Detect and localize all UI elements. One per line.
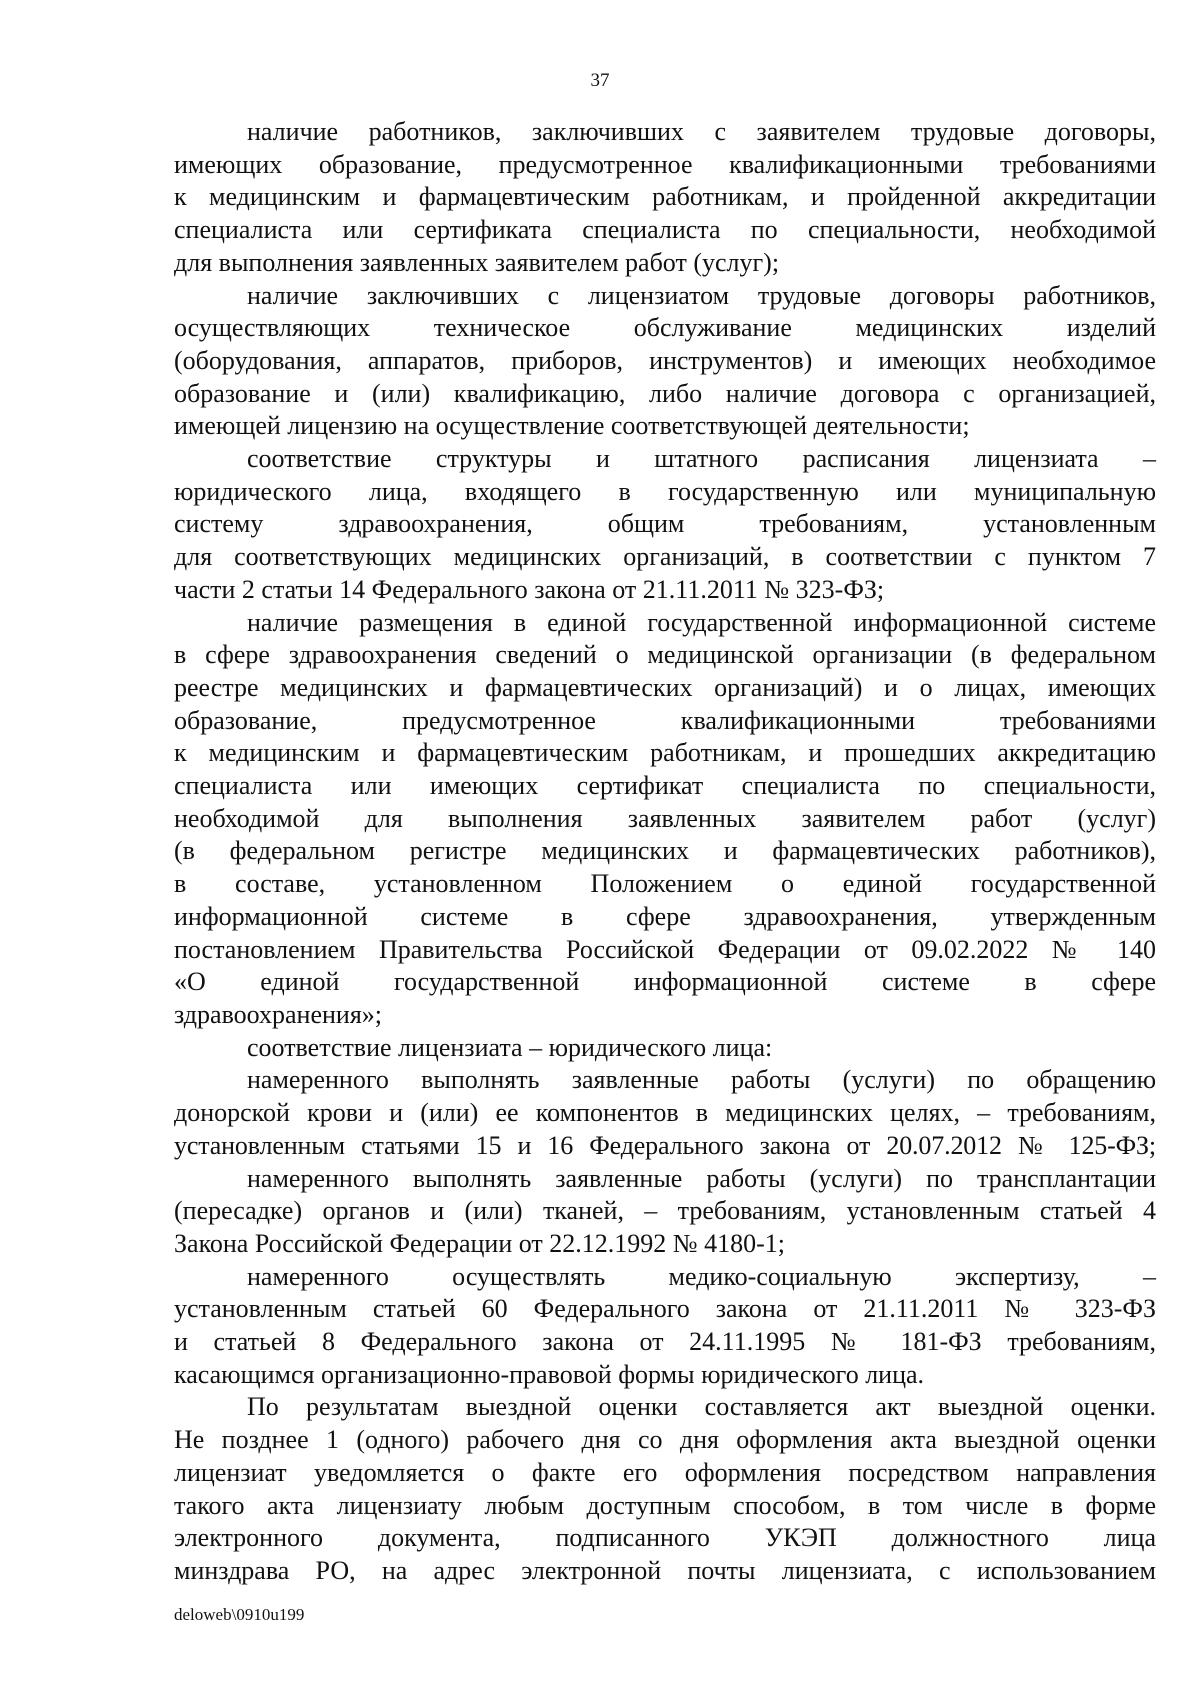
text-line: образование и (или) квалификацию, либо наличие договора с организацией,: [174, 378, 1156, 408]
text-line: для выполнения заявленных заявителем работ (услуг);: [174, 247, 780, 277]
text-line: намеренного осуществлять медико-социальную экспертизу, –: [247, 1261, 1156, 1291]
text-line: к медицинским и фармацевтическим работникам, и пройденной аккредитации: [174, 182, 1156, 212]
text-line: Закона Российской Федерации от 22.12.1992 № 4180-1;: [174, 1228, 785, 1258]
text-line: информационной системе в сфере здравоохранения, утвержденным: [174, 901, 1156, 931]
text-line: наличие размещения в единой государственной информационной системе: [247, 607, 1156, 637]
text-line: систему здравоохранения, общим требованиям, установленным: [174, 509, 1156, 539]
text-line: осуществляющих техническое обслуживание медицинских изделий: [174, 313, 1156, 343]
text-line: Не позднее 1 (одного) рабочего дня со дня оформления акта выездной оценки: [174, 1425, 1156, 1455]
text-line: минздрава РО, на адрес электронной почты лицензиата, с использованием: [174, 1555, 1156, 1585]
page-number: 37: [590, 70, 610, 91]
text-line: имеющих образование, предусмотренное квалификационными требованиями: [174, 149, 1156, 179]
text-line: юридического лица, входящего в государственную или муниципальную: [174, 476, 1156, 506]
text-line: имеющей лицензию на осуществление соответствующей деятельности;: [174, 411, 970, 441]
document-footer-code: deloweb\0910u199: [174, 1605, 305, 1624]
text-line: лицензиат уведомляется о факте его оформления посредством направления: [174, 1457, 1156, 1487]
text-line: соответствие лицензиата – юридического лица:: [247, 1032, 773, 1062]
text-line: (в федеральном регистре медицинских и фармацевтических работников),: [174, 836, 1156, 866]
text-line: для соответствующих медицинских организаций, в соответствии с пунктом 7: [174, 542, 1156, 572]
text-line: необходимой для выполнения заявленных заявителем работ (услуг): [174, 803, 1156, 833]
text-line: образование, предусмотренное квалификационными требованиями: [174, 705, 1156, 735]
text-line: в составе, установленном Положением о единой государственной: [174, 869, 1156, 899]
text-line: (оборудования, аппаратов, приборов, инструментов) и имеющих необходимое: [174, 345, 1156, 375]
text-line: По результатам выездной оценки составляется акт выездной оценки.: [247, 1392, 1156, 1422]
text-line: наличие работников, заключивших с заявителем трудовые договоры,: [247, 117, 1156, 146]
text-line: электронного документа, подписанного УКЭП должностного лица: [174, 1523, 1156, 1553]
text-line: установленным статьей 60 Федерального закона от 21.11.2011 № 323-ФЗ: [174, 1294, 1156, 1324]
text-line: к медицинским и фармацевтическим работникам, и прошедших аккредитацию: [174, 738, 1156, 768]
text-line: специалиста или имеющих сертификат специалиста по специальности,: [174, 771, 1156, 801]
text-line: «О единой государственной информационной системе в сфере: [174, 967, 1156, 997]
text-line: соответствие структуры и штатного расписания лицензиата –: [247, 444, 1156, 474]
document-body: [174, 116, 1156, 1588]
text-line: наличие заключивших с лицензиатом трудовые договоры работников,: [247, 280, 1156, 310]
text-line: и статьей 8 Федерального закона от 24.11.1995 № 181-ФЗ требованиям,: [174, 1327, 1156, 1357]
text-line: в сфере здравоохранения сведений о медицинской организации (в федеральном: [174, 640, 1156, 670]
text-line: касающимся организационно-правовой формы юридического лица.: [174, 1359, 925, 1389]
text-line: постановлением Правительства Российской Федерации от 09.02.2022 № 140: [174, 934, 1156, 964]
text-line: реестре медицинских и фармацевтических организаций) и о лицах, имеющих: [174, 672, 1156, 702]
text-line: такого акта лицензиату любым доступным способом, в том числе в форме: [174, 1490, 1156, 1520]
text-line: намеренного выполнять заявленные работы (услуги) по обращению: [247, 1065, 1156, 1095]
text-line: донорской крови и (или) ее компонентов в медицинских целях, – требованиям,: [174, 1098, 1156, 1128]
text-line: специалиста или сертификата специалиста по специальности, необходимой: [174, 215, 1156, 245]
text-line: части 2 статьи 14 Федерального закона от 21.11.2011 № 323-ФЗ;: [174, 574, 885, 604]
text-line: намеренного выполнять заявленные работы (услуги) по трансплантации: [247, 1163, 1156, 1193]
text-line: здравоохранения»;: [174, 999, 383, 1029]
text-line: (пересадке) органов и (или) тканей, – требованиям, установленным статьей 4: [174, 1196, 1156, 1226]
text-line: установленным статьями 15 и 16 Федерального закона от 20.07.2012 № 125-ФЗ;: [174, 1130, 1156, 1160]
